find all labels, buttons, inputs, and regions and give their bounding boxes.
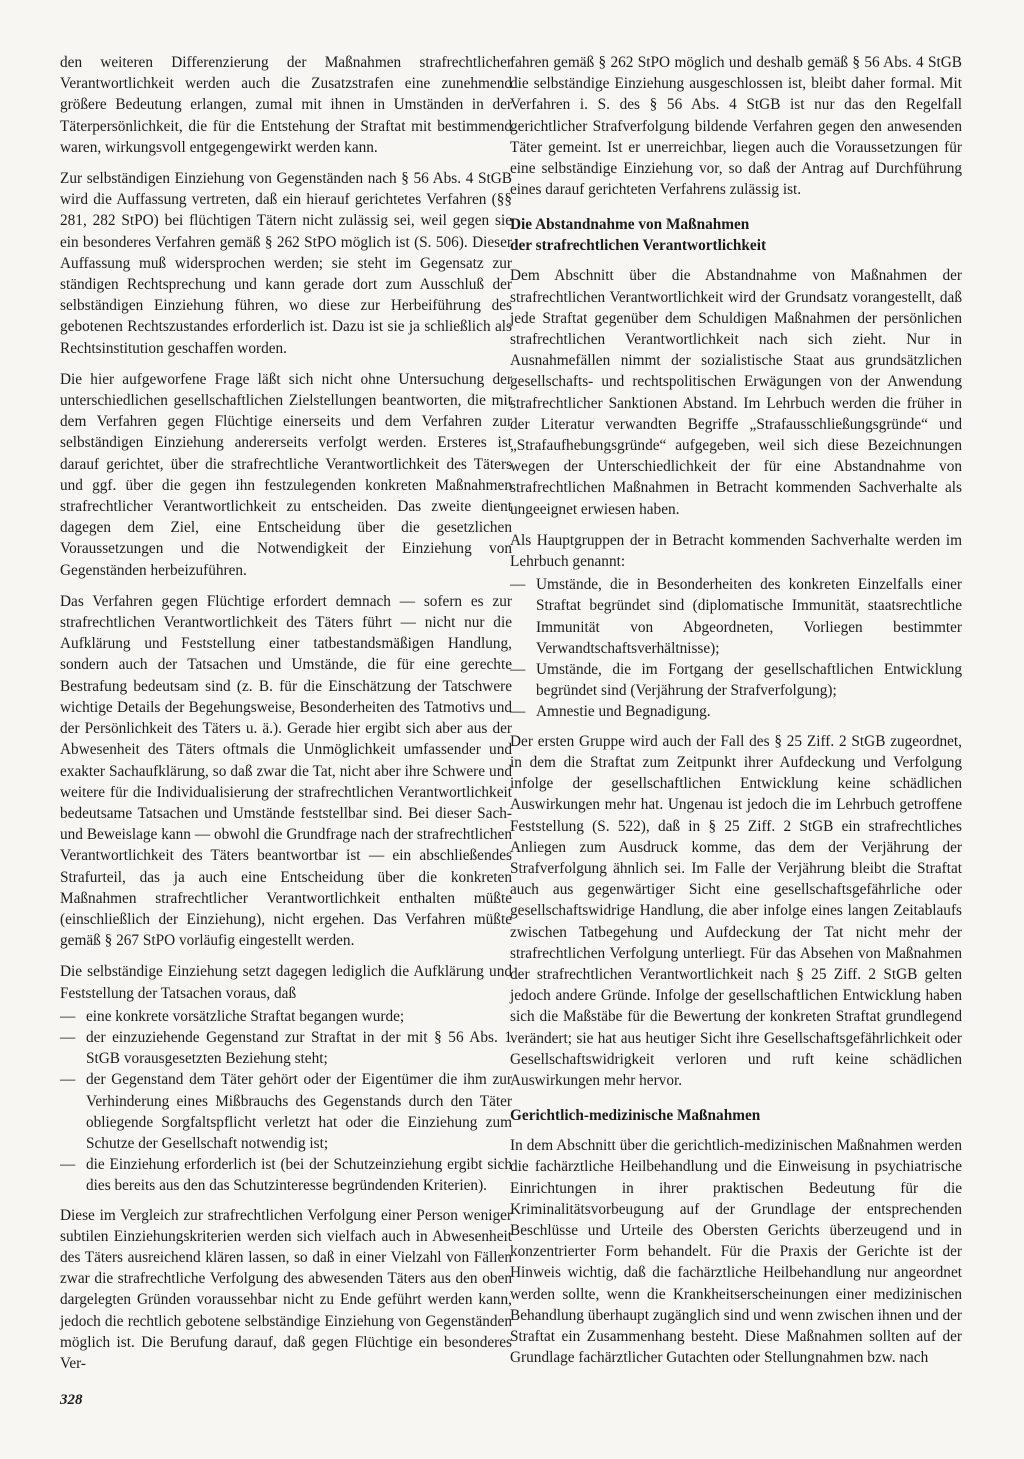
paragraph: Die hier aufgeworfene Frage läßt sich nicht ohne Untersuchung der unterschiedlichen gesellschaftlichen Zielstellungen beantworten, die mit dem Verfahren gegen Flüchtige einerseits und dem Verfahren zur selbständigen Einziehung andererseits verfolgt werden. Ersteres ist darauf gerichtet, über die strafrechtliche Verantwortlichkeit des Täters und ggf. über die gegen ihn festzulegenden konkreten Maßnahmen strafrechtlicher Verantwortlichkeit zu entscheiden. Das zweite dient dagegen dem Ziel, eine Entscheidung über die gesetzlichen Voraussetzungen und die Notwendigkeit der Einziehung von Gegenständen herbeizuführen. (60, 370, 512, 579)
list-item: — die Einziehung erforderlich ist (bei der Schutzeinziehung ergibt sich dies bereits aus den das Schutzinteresse begründenden Kriterien). (60, 1154, 512, 1196)
list-item: — eine konkrete vorsätzliche Straftat begangen wurde; (60, 1006, 512, 1027)
list-item: — Umstände, die in Besonderheiten des konkreten Einzelfalls einer Straftat begründet sind (diplomatische Immunität, staatsrechtliche Immunität von Abgeordneten, Vorliegen bestimmter Verwandtschaftsverhältnisse); (510, 574, 962, 659)
section-heading: Gerichtlich-medizinische Maßnahmen (510, 1107, 761, 1125)
list-item: — der Gegenstand dem Täter gehört oder der Eigentümer die ihm zur Verhinderung eines Mißbrauchs des Gegenstands durch den Täter obliegende Sorgfaltspflicht verletzt hat oder die Einziehung zum Schutze der Gesellschaft notwendig ist; (60, 1069, 512, 1154)
paragraph: fahren gemäß § 262 StPO möglich und deshalb gemäß § 56 Abs. 4 StGB die selbständige Einziehung ausgeschlossen ist, bleibt daher formal. Mit Verfahren i. S. des § 56 Abs. 4 StGB ist nur das den Regelfall gerichtlicher Strafverfolgung bildende Verfahren gegen den anwesenden Täter gemeint. Ist er unerreichbar, liegen auch die Voraussetzungen für eine selbständige Einziehung vor, so daß der Antrag auf Durchführung eines darauf gerichteten Verfahrens zulässig ist. (510, 54, 962, 199)
paragraph: Als Hauptgruppen der in Betracht kommenden Sachverhalte werden im Lehrbuch genannt: (510, 531, 962, 571)
paragraph: Dem Abschnitt über die Abstandnahme von Maßnahmen der strafrechtlichen Verantwortlichkeit wird der Grundsatz vorangestellt, daß jede Straftat gegenüber dem Schuldigen Maßnahmen der persönlichen strafrechtlichen Verantwortlichkeit nach sich zieht. Nur in Ausnahmefällen nimmt der sozialistische Staat aus grundsätzlichen gesellschafts- und rechtspolitischen Erwägungen von der Anwendung strafrechtlicher Sanktionen Abstand. Im Lehrbuch werden die früher in der Literatur verwandten Begriffe „Strafausschließungsgründe“ und „Strafaufhebungsgründe“ aufgegeben, weil sich diese Bezeichnungen wegen der Unterschiedlichkeit der für eine Abstandnahme von strafrechtlichen Maßnahmen in Betracht kommenden Sachverhalte als ungeeignet erwiesen haben. (510, 267, 962, 518)
list-item: — der einzuziehende Gegenstand zur Straftat in der mit § 56 Abs. 1 StGB vorausgesetzten Beziehung steht; (60, 1027, 512, 1069)
section-heading (510, 214, 962, 256)
page-number: 328 (60, 1392, 83, 1408)
groups-list (510, 574, 962, 722)
paragraph: In dem Abschnitt über die gerichtlich-medizinischen Maßnahmen werden die fachärztliche Heilbehandlung und die Einweisung in psychiatrische Einrichtungen in ihrer praktischen Bedeutung für die Kriminalitätsvorbeugung auf der Grundlage der entsprechenden Beschlüsse und Urteile des Obersten Gerichts überzeugend und in konzentrierter Form behandelt. Für die Praxis der Gerichte ist der Hinweis wichtig, daß die fachärztliche Heilbehandlung nur angeordnet werden sollte, wenn die Krankheitserscheinungen einer medizinischen Behandlung überhaupt zugänglich sind und wenn zwischen ihnen und der Straftat ein Zusammenhang besteht. Diese Maßnahmen sollten auf der Grundlage fachärztlicher Gutachten oder Stellungnahmen bzw. nach (510, 1137, 962, 1367)
paragraph: Der ersten Gruppe wird auch der Fall des § 25 Ziff. 2 StGB zugeordnet, in dem die Straftat zum Zeitpunkt ihrer Aufdeckung und Verfolgung infolge der gesellschaftlichen Entwicklung keine schädlichen Auswirkungen mehr hat. Ungenau ist jedoch die im Lehrbuch getroffene Feststellung (S. 522), daß in § 25 Ziff. 2 StGB ein strafrechtliches Anliegen zum Ausdruck komme, das dem der Verjährung der Strafverfolgung ähnlich sei. Im Falle der Verjährung bleibt die Straftat auch aus gegenwärtiger Sicht eine gesellschaftsgefährliche oder gesellschaftswidrige Handlung, die aber infolge eines langen Zeitablaufs zwischen Tatbegehung und Aufdeckung der Tat nicht mehr der strafrechtlichen Verfolgung unterliegt. Für das Absehen von Maßnahmen der strafrechtlichen Verantwortlichkeit nach § 25 Ziff. 2 StGB gelten jedoch andere Gründe. Infolge der gesellschaftlichen Entwicklung haben sich die Maßstäbe für die Bewertung der konkreten Straftat grundlegend verändert; sie hat aus heutiger Sicht ihre Gesellschaftsgefährlichkeit oder Gesellschaftswidrigkeit verloren und ruft keine schädlichen Auswirkungen mehr hervor. (510, 732, 962, 1089)
criteria-list (60, 1006, 512, 1197)
paragraph: Die selbständige Einziehung setzt dagegen lediglich die Aufklärung und Feststellung der Tatsachen voraus, daß (60, 963, 512, 1002)
paragraph: Diese im Vergleich zur strafrechtlichen Verfolgung einer Person weniger subtilen Einziehungskriterien werden sich vielfach auch in Abwesenheit des Täters ausreichend klären lassen, so daß in einer Vielzahl von Fällen zwar die strafrechtliche Verfolgung des abwesenden Täters aus den oben dargelegten Gründen voraussehbar nicht zu Ende geführt werden kann, jedoch die rechtlich gebotene selbständige Einziehung von Gegenständen möglich ist. Die Berufung darauf, daß gegen Flüchtige ein besonderes Ver- (60, 1206, 512, 1372)
heading-line: Die Abstandnahme von Maßnahmen (510, 216, 750, 234)
paragraph: Zur selbständigen Einziehung von Gegenständen nach § 56 Abs. 4 StGB wird die Auffassung vertreten, daß ein hierauf gerichtetes Verfahren (§§ 281, 282 StPO) bei flüchtigen Tätern nicht zulässig sei, weil gegen sie ein besonderes Verfahren gemäß § 262 StPO möglich ist (S. 506). Dieser Auffassung muß widersprochen werden; sie steht im Gegensatz zur ständigen Rechtsprechung und kann gerade dort zum Ausschluß der selbständigen Einziehung führen, wo diese zur Herbeiführung des gebotenen Rechtszustandes erforderlich ist. Dazu ist sie ja schließlich als Rechtsinstitution geschaffen worden. (60, 170, 512, 357)
right-column (510, 52, 962, 1378)
paragraph: Das Verfahren gegen Flüchtige erfordert demnach — sofern es zur strafrechtlichen Verantwortlichkeit des Täters führt — nicht nur die Aufklärung und Feststellung einer tatbestandsmäßigen Handlung, sondern auch der Tatsachen und Umstände, die für eine gerechte Bestrafung bedeutsam sind (z. B. für die Einschätzung der Tatschwere wichtige Details der Begehungsweise, Besonderheiten des Tatmotivs und der Persönlichkeit des Täters u. ä.). Gerade hier ergibt sich aber aus der Abwesenheit des Täters oftmals die Unmöglichkeit umfassender und exakter Sachaufklärung, so daß zwar die Tat, nicht aber ihre Schwere und weitere für die Individualisierung der strafrechtlichen Verantwortlichkeit bedeutsame Tatsachen und Umstände feststellbar sind. Bei dieser Sach- und Beweislage kann — obwohl die Grundfrage nach der strafrechtlichen Verantwortlichkeit des Täters beantwortbar ist — ein abschließendes Strafurteil, das ja auch eine Entscheidung über die konkreten Maßnahmen strafrechtlicher Verantwortlichkeit enthalten müßte (einschließlich der Einziehung), nicht ergehen. Das Verfahren müßte gemäß § 267 StPO vorläufig eingestellt werden. (60, 592, 512, 950)
left-column (60, 52, 512, 1384)
paragraph: den weiteren Differenzierung der Maßnahmen strafrechtlicher Verantwortlichkeit werden auch die Zusatzstrafen eine zunehmend größere Bedeutung erlangen, zumal mit ihnen in Umständen in der Täterpersönlichkeit, die für die Entstehung der Straftat mit bestimmend waren, wirkungsvoll entgegengewirkt werden kann. (60, 54, 512, 156)
list-item: — Umstände, die im Fortgang der gesellschaftlichen Entwicklung begründet sind (Verjährung der Strafverfolgung); (510, 659, 962, 701)
heading-line: der strafrechtlichen Verantwortlichkeit (510, 237, 767, 255)
list-item: — Amnestie und Begnadigung. (510, 701, 962, 722)
